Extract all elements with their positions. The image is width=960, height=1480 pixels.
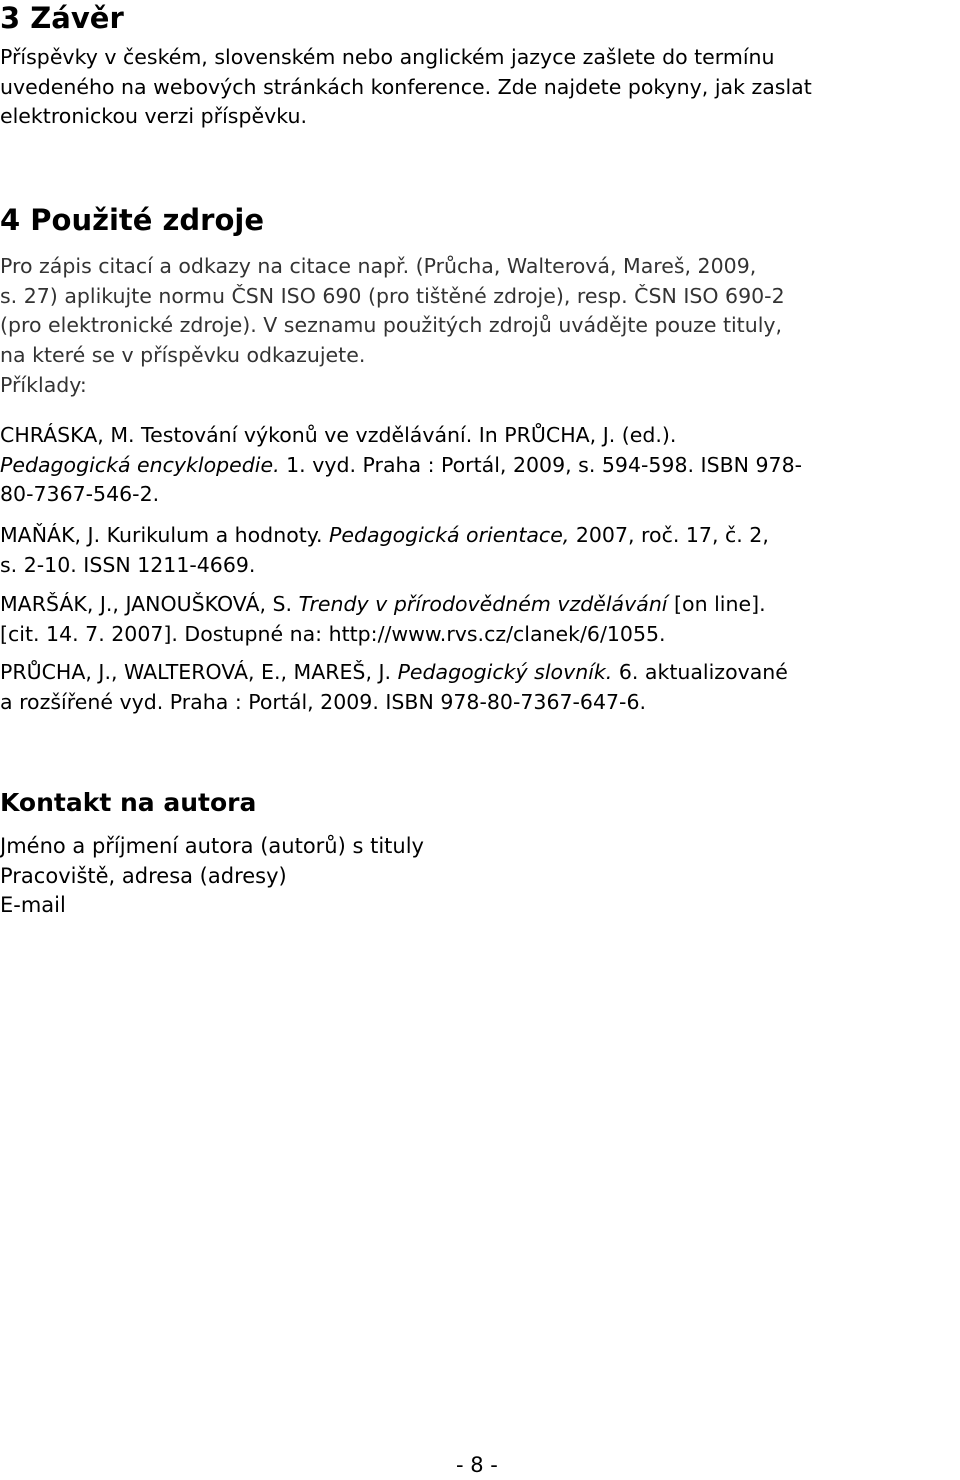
reference-author: MARŠÁK, J., JANOUŠKOVÁ, S.: [0, 592, 299, 616]
paragraph-line: Pro zápis citací a odkazy na citace např. (Průcha, Walterová, Mareš, 2009,: [0, 254, 757, 278]
paragraph-line: elektronickou verzi příspěvku.: [0, 104, 307, 128]
paragraph-line: uvedeného na webových stránkách konference. Zde najdete pokyny, jak zaslat: [0, 74, 812, 99]
reference-line: 80-7367-546-2.: [0, 482, 160, 506]
reference-details: 2007, roč. 17, č. 2,: [569, 523, 769, 547]
conclusion-paragraph: [0, 43, 958, 132]
examples-label: Příklady:: [0, 373, 87, 397]
reference-author: PRŮCHA, J., WALTEROVÁ, E., MAREŠ, J.: [0, 660, 398, 684]
contact-heading: Kontakt na autora: [0, 788, 257, 817]
reference-line: s. 2-10. ISSN 1211-4669.: [0, 552, 256, 577]
section-heading-sources: 4 Použité zdroje: [0, 203, 265, 237]
reference-title: Pedagogický slovník.: [397, 660, 613, 684]
paragraph-line: s. 27) aplikujte normu ČSN ISO 690 (pro tištěné zdroje), resp. ČSN ISO 690-2: [0, 283, 785, 308]
contact-email-line: E-mail: [0, 893, 66, 917]
reference-title: Trendy v přírodovědném vzdělávání: [298, 592, 668, 616]
paragraph-line: (pro elektronické zdroje). V seznamu použitých zdrojů uvádějte pouze tituly,: [0, 313, 783, 337]
section-heading-conclusion: 3 Závěr: [0, 1, 124, 35]
paragraph-line: na které se v příspěvku odkazujete.: [0, 342, 366, 367]
reference-line: [0, 657, 958, 687]
reference-item: [0, 420, 958, 509]
contact-name-line: Jméno a příjmení autora (autorů) s tituly: [0, 834, 424, 858]
reference-item: [0, 657, 958, 716]
reference-title: Pedagogická encyklopedie.: [0, 452, 280, 477]
reference-author: MAŇÁK, J. Kurikulum a hodnoty.: [0, 523, 330, 547]
reference-item: [0, 589, 958, 648]
sources-intro-paragraph: [0, 252, 958, 370]
reference-line: a rozšířené vyd. Praha : Portál, 2009. ISBN 978-80-7367-647-6.: [0, 689, 647, 714]
reference-details: 1. vyd. Praha : Portál, 2009, s. 594-598. ISBN 978-: [279, 452, 803, 477]
paragraph-line: Příspěvky v českém, slovenském nebo anglickém jazyce zašlete do termínu: [0, 45, 775, 69]
contact-workplace-line: Pracoviště, adresa (adresy): [0, 863, 287, 888]
reference-line: [0, 520, 958, 550]
reference-line: [0, 589, 958, 619]
reference-line: CHRÁSKA, M. Testování výkonů ve vzdělávání. In PRŮCHA, J. (ed.).: [0, 423, 677, 447]
reference-title: Pedagogická orientace,: [329, 523, 570, 547]
reference-line: [0, 450, 958, 480]
reference-details: [on line].: [667, 592, 766, 616]
contact-block: [0, 832, 424, 921]
reference-line: [cit. 14. 7. 2007]. Dostupné na: http://www.rvs.cz/clanek/6/1055.: [0, 621, 666, 646]
page-number: - 8 -: [456, 1453, 498, 1477]
reference-details: 6. aktualizované: [612, 660, 788, 684]
reference-item: [0, 520, 958, 579]
